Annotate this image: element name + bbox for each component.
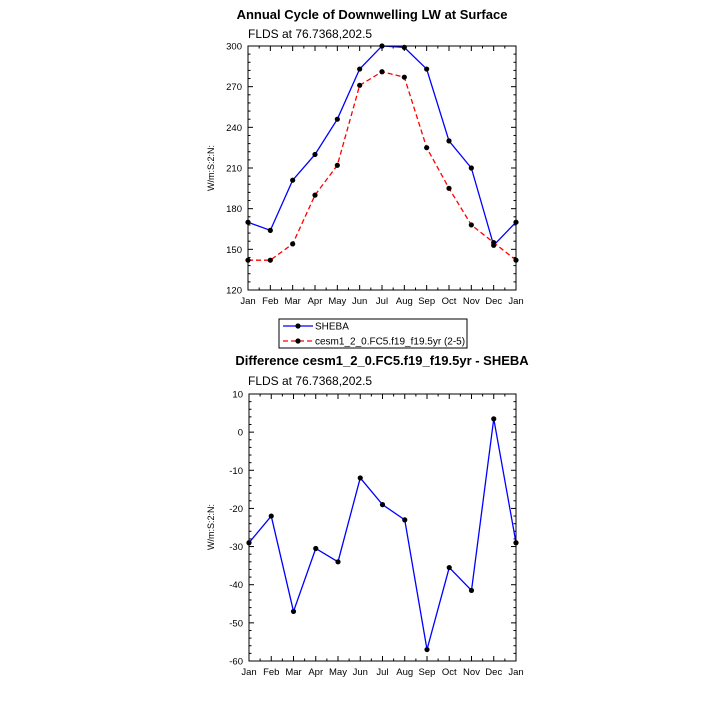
annual-cycle-series-0-point — [312, 152, 317, 157]
difference-x-tick-label: Mar — [285, 667, 302, 678]
annual-cycle-x-tick-label: Aug — [395, 296, 413, 307]
annual-cycle-plot-frame — [248, 46, 516, 290]
difference-series-0-point — [380, 502, 385, 507]
annual-cycle-y-tick-label: 150 — [226, 244, 242, 256]
difference-y-tick-label: 10 — [232, 389, 243, 401]
annual-cycle-x-tick-label: Dec — [485, 296, 503, 307]
annual-cycle-x-tick-label: Sep — [418, 296, 436, 307]
annual-cycle-series-1-point — [379, 69, 384, 74]
annual-cycle-x-tick-label: Apr — [307, 296, 323, 307]
annual-cycle-series-1-point — [402, 75, 407, 80]
difference-series-0-point — [313, 546, 318, 551]
difference-x-tick-label: Apr — [308, 667, 324, 678]
annual-cycle-x-tick-label: Jan — [508, 296, 524, 307]
annual-cycle-series-1-point — [312, 193, 317, 198]
difference-y-tick-label: -60 — [229, 656, 243, 668]
annual-cycle-x-tick-label: Nov — [462, 296, 480, 307]
difference-x-tick-label: Jul — [376, 667, 389, 678]
difference-x-tick-label: May — [329, 667, 347, 678]
difference-x-tick-label: Dec — [485, 667, 503, 678]
annual-cycle-x-tick-label: Mar — [284, 296, 301, 307]
annual-cycle-x-tick-label: Jun — [352, 296, 368, 307]
annual-cycle-series-1-point — [446, 186, 451, 191]
difference-y-tick-label: -40 — [229, 580, 243, 592]
annual-cycle-series-0-point — [469, 165, 474, 170]
difference-subtitle: FLDS at 76.7368,202.5 — [248, 374, 373, 388]
difference-series-0-point — [424, 647, 429, 652]
annual-cycle-y-axis-label: W/m:S:2:N: — [206, 144, 216, 192]
difference-panel — [206, 353, 529, 678]
difference-series-0-point — [469, 588, 474, 593]
difference-series-line-0 — [249, 419, 516, 650]
difference-title: Difference cesm1_2_0.FC5.f19_f19.5yr - SHEBA — [235, 353, 529, 368]
difference-series — [246, 416, 518, 652]
difference-series-0-point — [447, 565, 452, 570]
difference-series-0-point — [358, 475, 363, 480]
annual-cycle-series-1-point — [268, 258, 273, 263]
difference-x-tick-label: Jan — [508, 667, 524, 678]
annual-cycle-series-0-point — [335, 117, 340, 122]
annual-cycle-legend — [279, 319, 467, 348]
difference-x-tick-label: Sep — [418, 667, 436, 678]
annual-cycle-x-tick-label: Feb — [262, 296, 279, 307]
annual-cycle-y-tick-label: 210 — [226, 163, 242, 175]
annual-cycle-series-0-point — [446, 138, 451, 143]
difference-series-0-point — [402, 517, 407, 522]
difference-x-tick-label: Jun — [352, 667, 368, 678]
difference-y-tick-label: -30 — [229, 542, 243, 554]
annual-cycle-series — [245, 43, 518, 262]
annual-cycle-y-tick-label: 240 — [226, 122, 242, 134]
difference-y-tick-label: -50 — [229, 618, 243, 630]
annual-cycle-series-line-1 — [248, 72, 516, 260]
legend-marker-cesm — [295, 338, 300, 343]
annual-cycle-series-1-point — [290, 241, 295, 246]
difference-x-tick-label: Feb — [263, 667, 280, 678]
difference-series-0-point — [269, 513, 274, 518]
difference-x-tick-label: Aug — [396, 667, 414, 678]
difference-x-tick-label: Jan — [241, 667, 257, 678]
annual-cycle-y-tick-label: 270 — [226, 82, 242, 94]
legend-label-cesm: cesm1_2_0.FC5.f19_f19.5yr (2-5) — [315, 336, 466, 348]
annual-cycle-series-1-point — [424, 145, 429, 150]
annual-cycle-series-1-point — [357, 83, 362, 88]
annual-cycle-axis-ticks — [226, 42, 524, 308]
annual-cycle-y-tick-label: 300 — [226, 41, 242, 53]
annual-cycle-x-tick-label: Jan — [240, 296, 256, 307]
annual-cycle-panel — [206, 7, 524, 348]
annual-cycle-series-0-point — [357, 66, 362, 71]
annual-cycle-subtitle: FLDS at 76.7368,202.5 — [248, 27, 373, 41]
annual-cycle-series-0-point — [290, 178, 295, 183]
difference-y-tick-label: -20 — [229, 503, 243, 515]
difference-x-tick-label: Oct — [441, 667, 457, 678]
difference-y-tick-label: 0 — [237, 427, 243, 439]
annual-cycle-series-1-point — [469, 222, 474, 227]
annual-cycle-title: Annual Cycle of Downwelling LW at Surface — [236, 7, 508, 22]
annual-cycle-series-1-point — [335, 163, 340, 168]
annual-cycle-x-tick-label: Jul — [375, 296, 389, 307]
difference-series-0-point — [291, 609, 296, 614]
annual-cycle-series-1-point — [491, 240, 496, 245]
annual-cycle-series-0-point — [268, 228, 273, 233]
difference-x-tick-label: Nov — [463, 667, 480, 678]
annual-cycle-x-tick-label: May — [328, 296, 347, 307]
annual-cycle-series-line-0 — [248, 46, 516, 245]
legend-marker-sheba — [295, 323, 300, 328]
difference-plot-frame — [249, 394, 516, 661]
difference-y-tick-label: -10 — [229, 465, 243, 477]
difference-axis-ticks — [229, 390, 523, 679]
difference-series-0-point — [335, 559, 340, 564]
annual-cycle-y-tick-label: 180 — [226, 204, 242, 216]
legend-label-sheba: SHEBA — [315, 321, 349, 333]
annual-cycle-series-0-point — [424, 66, 429, 71]
annual-cycle-x-tick-label: Oct — [441, 296, 457, 307]
difference-y-axis-label: W/m:S:2:N: — [206, 503, 216, 551]
difference-series-0-point — [491, 416, 496, 421]
annual-cycle-y-tick-label: 120 — [226, 285, 242, 297]
